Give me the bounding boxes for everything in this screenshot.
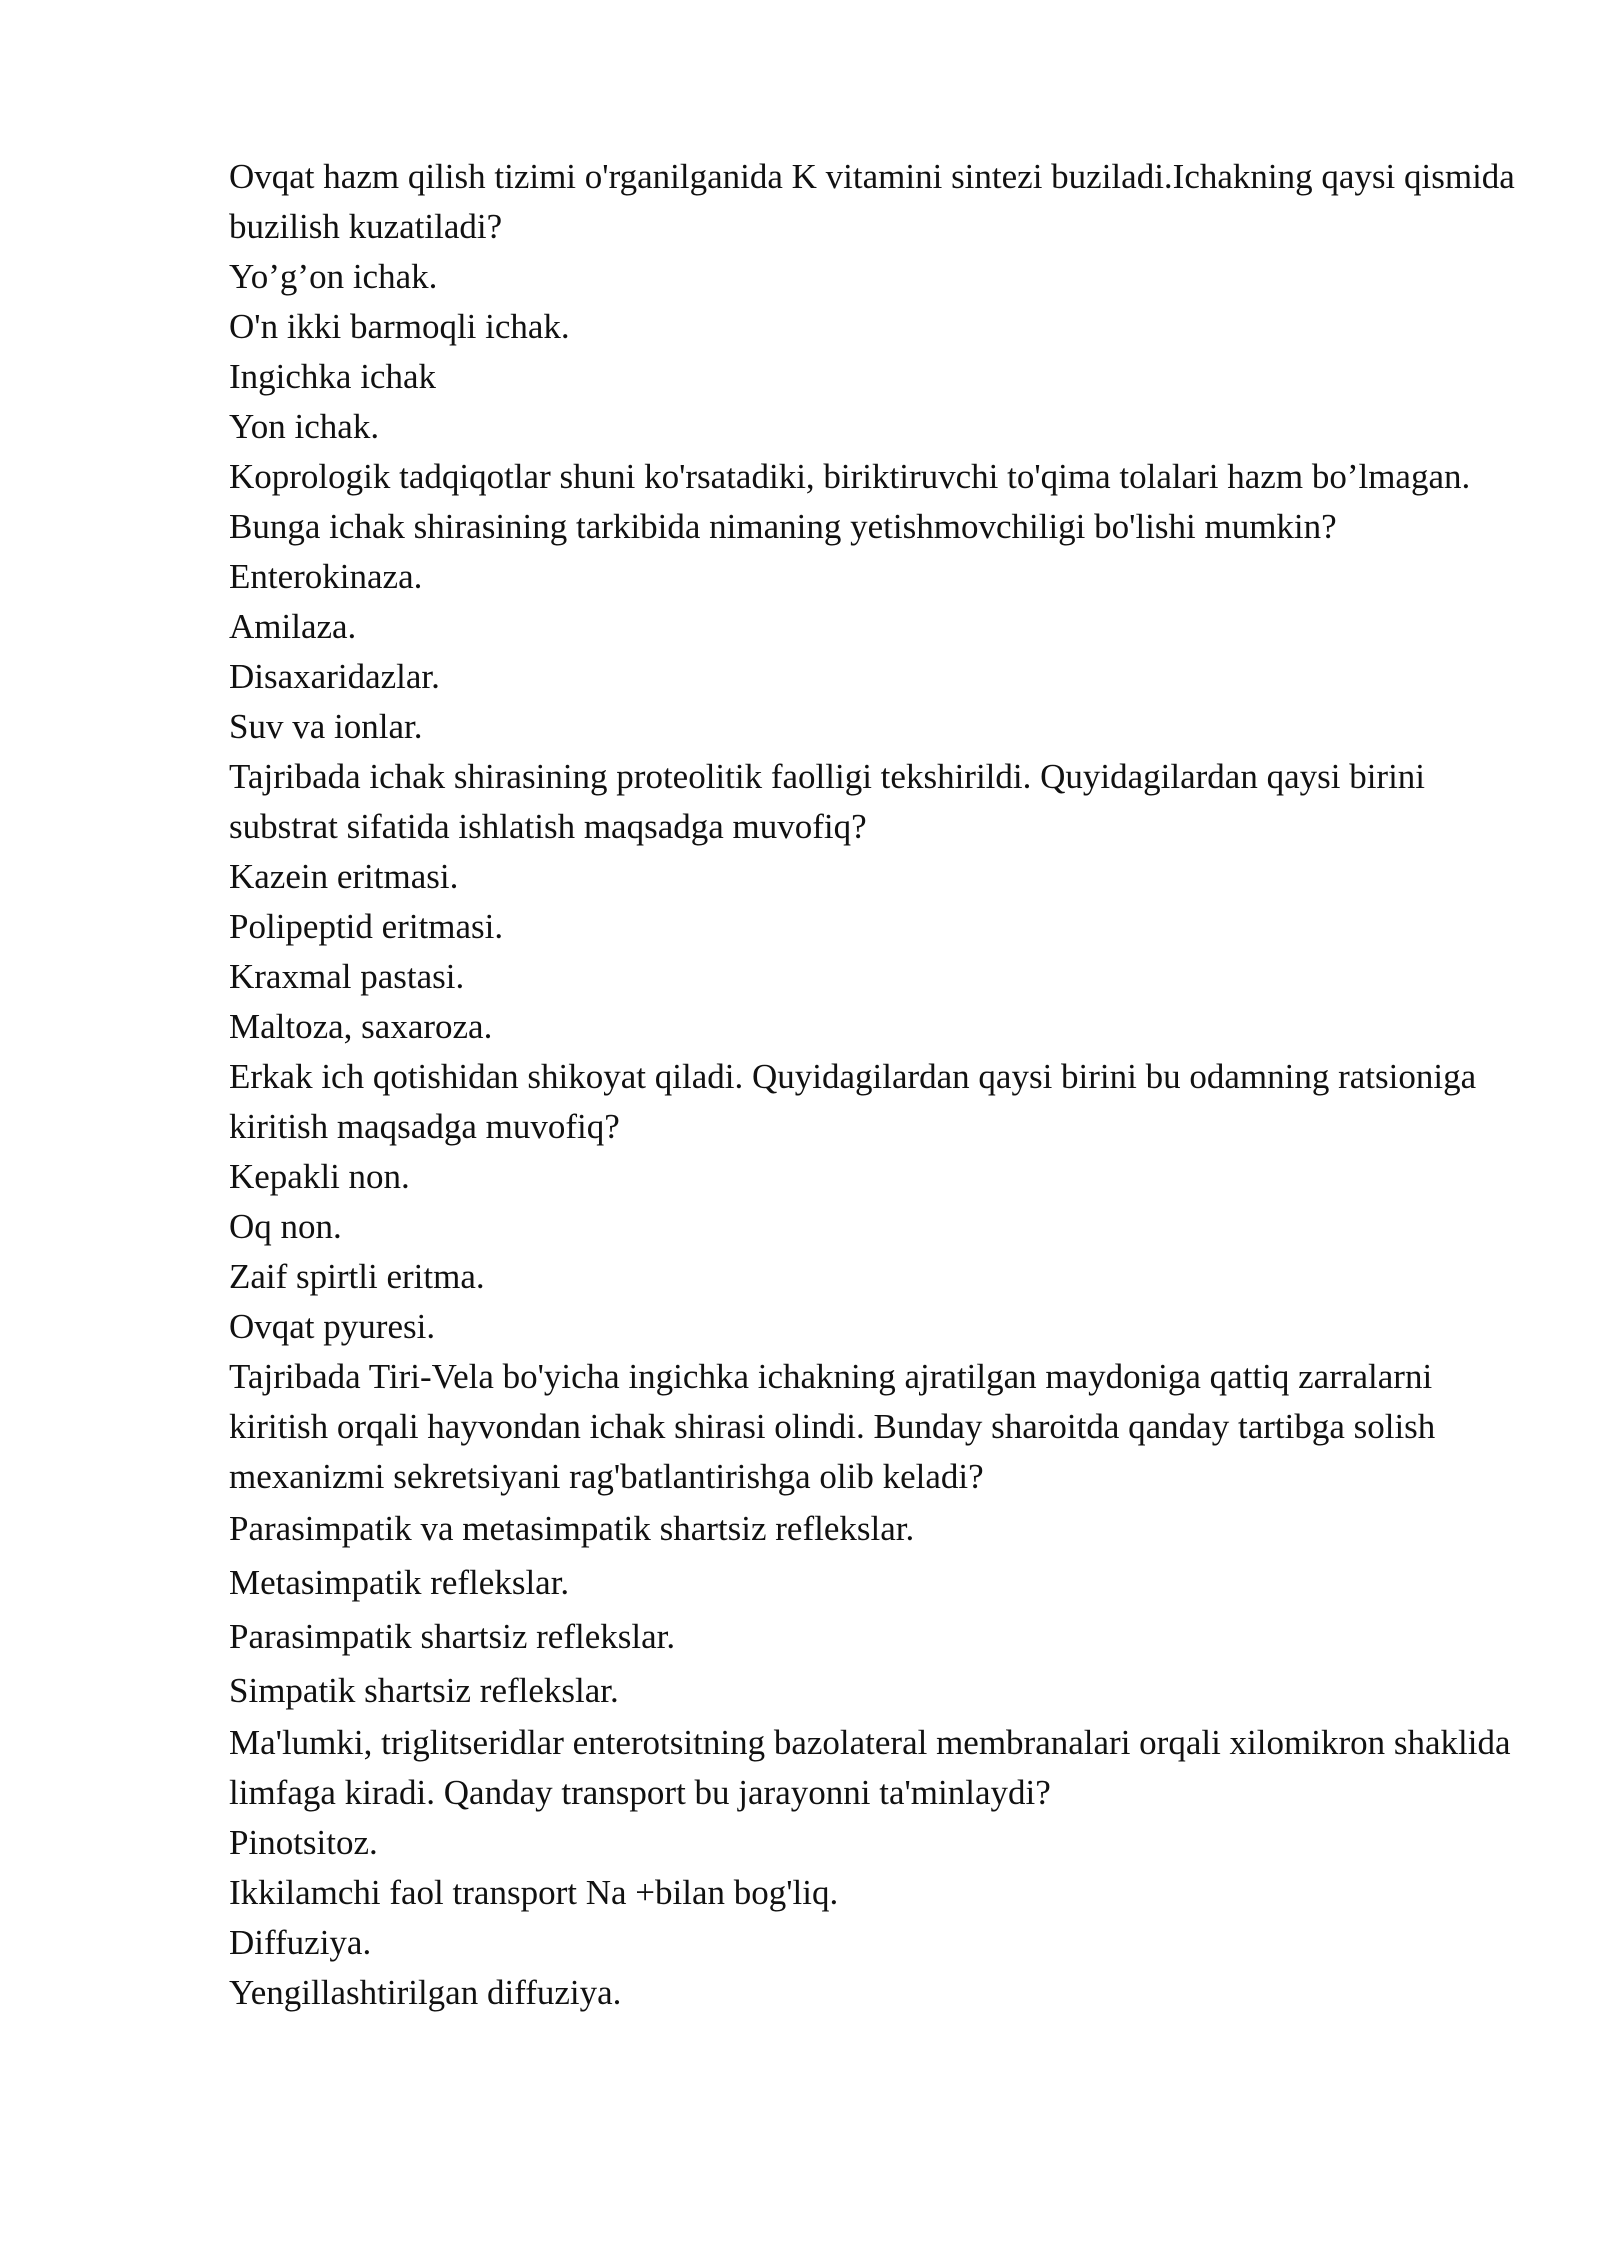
question-text: Ma'lumki, triglitseridlar enterotsitning bazolateral membranalari orqali xilomikron shaklida limfaga kiradi. Qanday transport bu jarayonni ta'minlaydi? [229, 1723, 1511, 1812]
question-text: Erkak ich qotishidan shikoyat qiladi. Quyidagilardan qaysi birini bu odamning ratsioniga kiritish maqsadga muvofiq? [229, 1057, 1477, 1146]
document-body [229, 152, 1529, 2018]
answer-option: Maltoza, saxaroza. [229, 1007, 493, 1046]
question-block-1 [229, 152, 1529, 452]
answer-option: O'n ikki barmoqli ichak. [229, 307, 570, 346]
answer-option: Parasimpatik va metasimpatik shartsiz reflekslar. [229, 1509, 915, 1548]
answer-option: Simpatik shartsiz reflekslar. [229, 1671, 619, 1710]
answer-option: Ikkilamchi faol transport Na +bilan bog'liq. [229, 1873, 839, 1912]
answer-option: Metasimpatik reflekslar. [229, 1563, 570, 1602]
answer-option: Kraxmal pastasi. [229, 957, 465, 996]
answer-option: Parasimpatik shartsiz reflekslar. [229, 1617, 676, 1656]
answer-option: Enterokinaza. [229, 557, 423, 596]
answer-option: Kazein eritmasi. [229, 857, 459, 896]
answer-option: Oq non. [229, 1207, 342, 1246]
answer-option: Suv va ionlar. [229, 707, 423, 746]
answer-option: Polipeptid eritmasi. [229, 907, 504, 946]
answer-option: Yengillashtirilgan diffuziya. [229, 1973, 622, 2012]
question-text: Tajribada ichak shirasining proteolitik faolligi tekshirildi. Quyidagilardan qaysi birini substrat sifatida ishlatish maqsadga muvofiq? [229, 757, 1426, 846]
question-block-5 [229, 1352, 1529, 1718]
answer-option: Yo’g’on ichak. [229, 257, 438, 296]
question-block-3 [229, 752, 1529, 1052]
answer-option: Ovqat pyuresi. [229, 1307, 436, 1346]
question-block-4 [229, 1052, 1529, 1352]
answer-option: Kepakli non. [229, 1157, 410, 1196]
question-block-6 [229, 1718, 1529, 2018]
answer-option: Yon ichak. [229, 407, 380, 446]
answer-option: Pinotsitoz. [229, 1823, 378, 1862]
answer-option: Zaif spirtli eritma. [229, 1257, 485, 1296]
question-block-2 [229, 452, 1529, 752]
question-text: Koprologik tadqiqotlar shuni ko'rsatadiki, biriktiruvchi to'qima tolalari hazm bo’lmagan. Bunga ichak shirasining tarkibida nimaning yetishmovchiligi bo'lishi mumkin? [229, 457, 1471, 546]
answer-option: Disaxaridazlar. [229, 657, 440, 696]
answer-option: Amilaza. [229, 607, 357, 646]
question-text: Tajribada Tiri-Vela bo'yicha ingichka ichakning ajratilgan maydoniga qattiq zarralarni kiritish orqali hayvondan ichak shirasi olindi. Bunday sharoitda qanday tartibga solish mexanizmi sekretsiyani rag'batlantirishga olib keladi? [229, 1357, 1436, 1496]
answer-option: Diffuziya. [229, 1923, 372, 1962]
question-text: Ovqat hazm qilish tizimi o'rganilganida K vitamini sintezi buziladi.Ichakning qaysi qismida buzilish kuzatiladi? [229, 157, 1515, 246]
answer-option: Ingichka ichak [229, 357, 436, 396]
